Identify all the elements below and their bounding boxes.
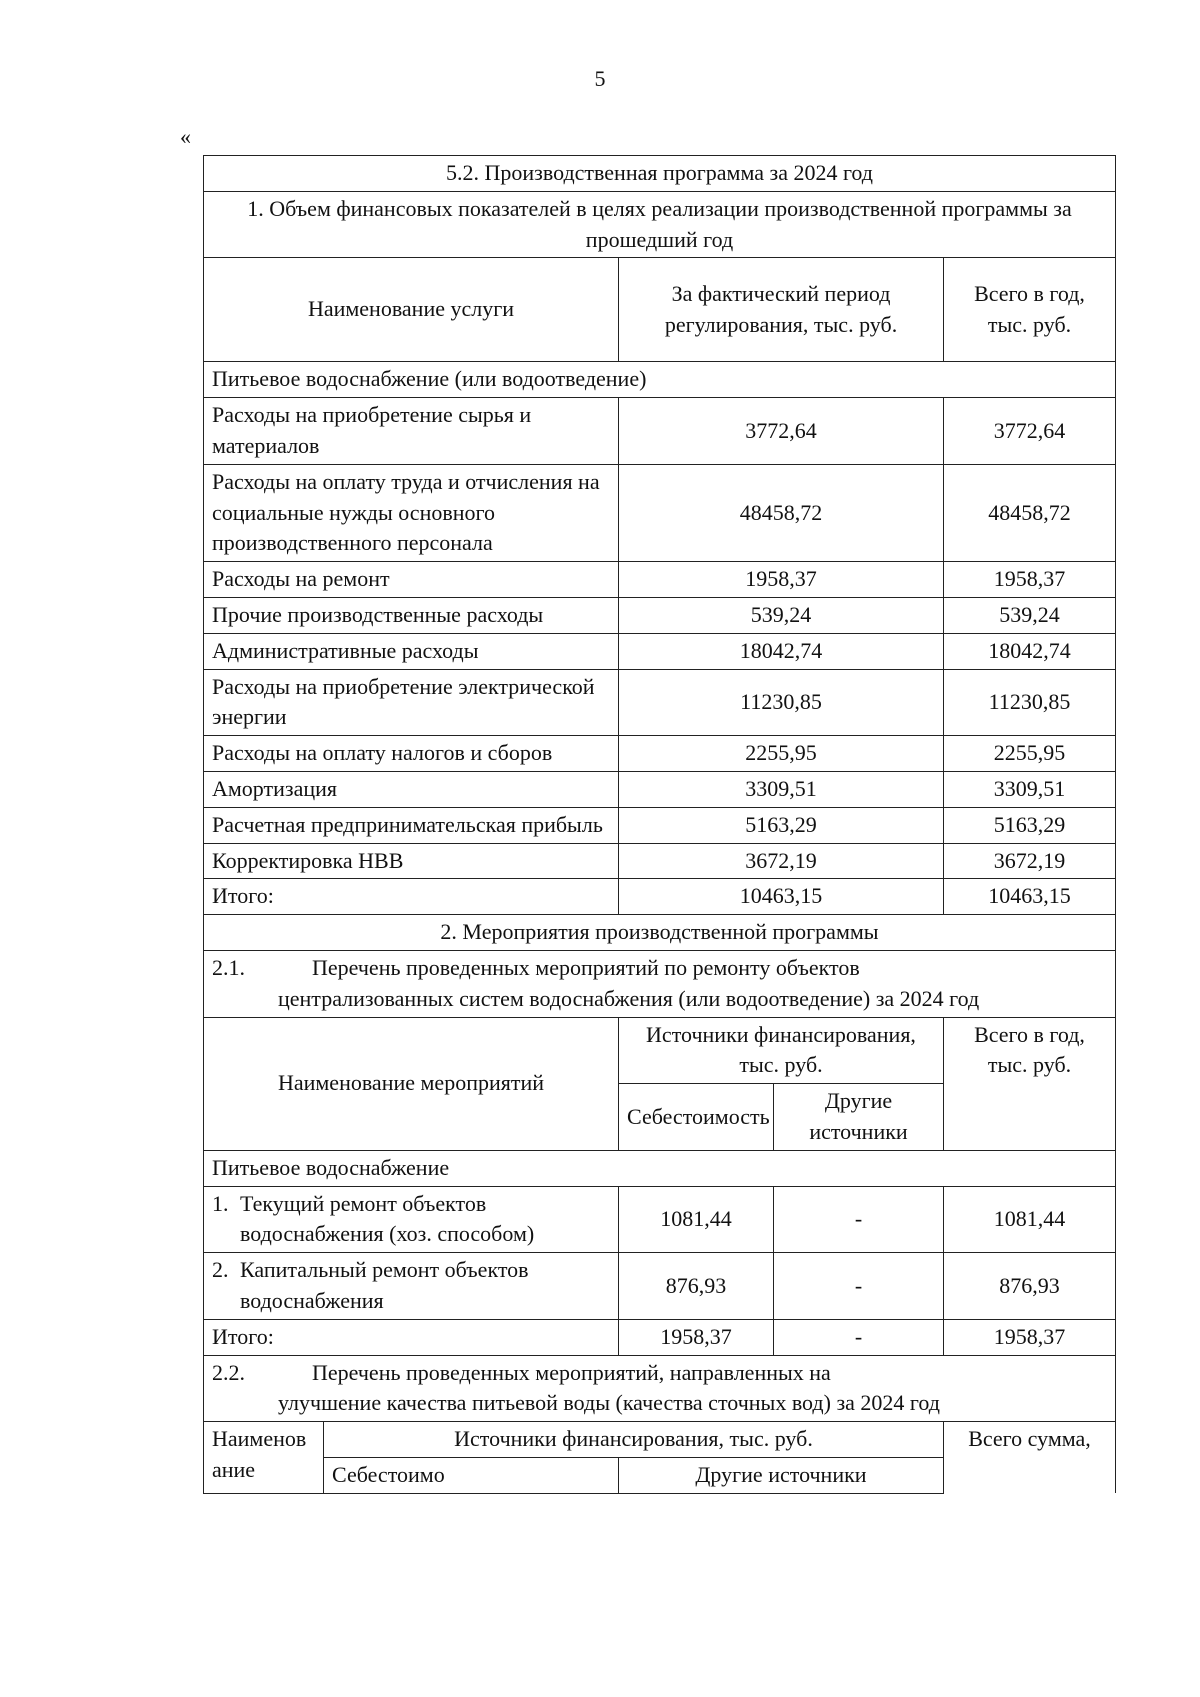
table-row [204,843,1116,879]
activity-number: 2. [212,1257,229,1283]
activity-total: 1081,44 [944,1186,1116,1253]
summary-cost: 1958,37 [619,1319,774,1355]
row-name: Амортизация [204,771,619,807]
row-total-value: 48458,72 [944,464,1116,561]
row-total-value: 11230,85 [944,669,1116,736]
row-name: Расходы на приобретение сырья и материалов [204,398,619,465]
activity-cell [204,1186,619,1253]
row-total-value: 3672,19 [944,843,1116,879]
sub1-title-row [204,950,1116,1017]
part2-title-row [204,915,1116,951]
row-period-value: 48458,72 [619,464,944,561]
row-period-value: 5163,29 [619,807,944,843]
table-row [204,1253,1116,1320]
sub1-title-rest: централизованных систем водоснабжения (или водоотведение) за 2024 год [278,985,980,1011]
activity-number: 1. [212,1190,229,1216]
row-period-value: 10463,15 [619,879,944,915]
table-row [204,1186,1116,1253]
sub2-title [204,1355,1116,1422]
sub2-title-rest: улучшение качества питьевой воды (качества сточных вод) за 2024 год [278,1390,940,1416]
header-year-total: Всего в год, тыс. руб. [944,258,1116,362]
row-name: Расходы на оплату налогов и сборов [204,736,619,772]
table-row [204,633,1116,669]
part1-title-row [204,191,1116,258]
header-total-sum: Всего сумма, [944,1422,1116,1494]
activity-cell [204,1253,619,1320]
row-total-value: 10463,15 [944,879,1116,915]
activity-name: Текущий ремонт объектов водоснабжения (хоз. способом) [240,1190,535,1247]
activity-other: - [774,1186,944,1253]
row-period-value: 11230,85 [619,669,944,736]
row-name: Итого: [204,879,619,915]
section-title: 5.2. Производственная программа за 2024 год [204,156,1116,192]
row-name: Административные расходы [204,633,619,669]
total-row [204,1319,1116,1355]
activity-name: Капитальный ремонт объектов водоснабжения [240,1257,529,1313]
sub1-label: 2.1. [212,954,245,980]
summary-label: Итого: [204,1319,619,1355]
activity-total: 876,93 [944,1253,1116,1320]
sub2-title-first: Перечень проведенных мероприятий, направленных на [312,1359,831,1385]
row-period-value: 2255,95 [619,736,944,772]
page-number: 5 [594,66,606,91]
row-period-value: 18042,74 [619,633,944,669]
row-total-value: 3772,64 [944,398,1116,465]
header-service-name: Наименование услуги [204,258,619,362]
header-activity-name: Наименование мероприятий [204,1017,619,1150]
header-other-sources: Другие источники [619,1457,944,1493]
header-cost: Себестоимо [324,1457,619,1493]
sub1-title-first: Перечень проведенных мероприятий по ремонту объектов [312,954,860,980]
row-name: Расходы на приобретение электрической энергии [204,669,619,736]
header-name: Наименование [204,1422,324,1494]
row-name: Расчетная предпринимательская прибыль [204,807,619,843]
part2-title: 2. Мероприятия производственной программы [204,915,1116,951]
row-total-value: 1958,37 [944,562,1116,598]
activity-cost: 876,93 [619,1253,774,1320]
header-year-total: Всего в год, тыс. руб. [944,1017,1116,1150]
activity-other: - [774,1253,944,1320]
table-row [204,736,1116,772]
row-period-value: 3772,64 [619,398,944,465]
production-program-table [203,155,1116,1494]
table-row [204,464,1116,561]
table-row [204,807,1116,843]
table-row [204,597,1116,633]
sub1-header-row-1 [204,1017,1116,1084]
table-row [204,398,1116,465]
row-period-value: 3309,51 [619,771,944,807]
row-period-value: 539,24 [619,597,944,633]
sub2-title-row [204,1355,1116,1422]
total-row [204,879,1116,915]
part1-header-row [204,258,1116,362]
activity-cost: 1081,44 [619,1186,774,1253]
row-total-value: 3309,51 [944,771,1116,807]
row-period-value: 1958,37 [619,562,944,598]
row-total-value: 18042,74 [944,633,1116,669]
section-title-row [204,156,1116,192]
header-sources: Источники финансирования, тыс. руб. [619,1017,944,1084]
table-row [204,669,1116,736]
row-name: Расходы на оплату труда и отчисления на социальные нужды основного производственного персонала [204,464,619,561]
header-other-sources: Другие источники [774,1084,944,1151]
sub2-header-row-1 [204,1422,1116,1458]
part1-title: 1. Объем финансовых показателей в целях реализации производственной программы за прошедший год [204,191,1116,258]
row-name: Корректировка НВВ [204,843,619,879]
part1-group-row [204,362,1116,398]
summary-other: - [774,1319,944,1355]
header-sources: Источники финансирования, тыс. руб. [324,1422,944,1458]
header-cost: Себестоимость [619,1084,774,1151]
sub2-label: 2.2. [212,1359,245,1385]
row-total-value: 539,24 [944,597,1116,633]
row-total-value: 2255,95 [944,736,1116,772]
row-total-value: 5163,29 [944,807,1116,843]
sub1-group-row [204,1150,1116,1186]
group-label: Питьевое водоснабжение [204,1150,1116,1186]
row-name: Прочие производственные расходы [204,597,619,633]
header-period: За фактический период регулирования, тыс. руб. [619,258,944,362]
row-period-value: 3672,19 [619,843,944,879]
row-name: Расходы на ремонт [204,562,619,598]
sub1-title [204,950,1116,1017]
table-row [204,562,1116,598]
opening-quote: « [180,124,191,149]
table-row [204,771,1116,807]
group-label: Питьевое водоснабжение (или водоотведение) [204,362,1116,398]
summary-total: 1958,37 [944,1319,1116,1355]
